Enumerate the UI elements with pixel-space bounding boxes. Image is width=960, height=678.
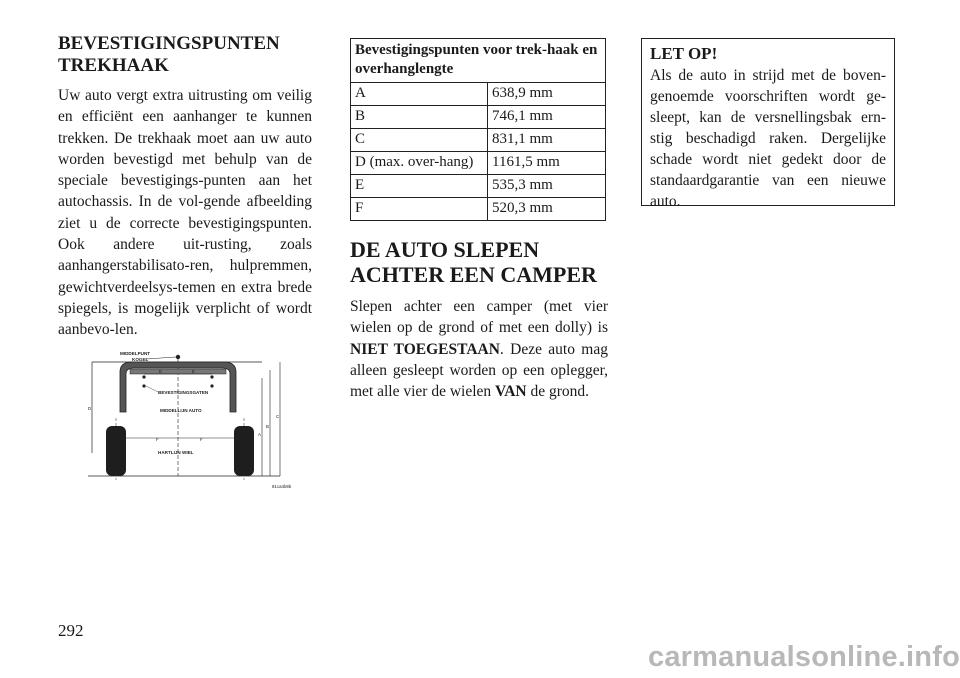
label-kogel: KOGEL bbox=[132, 357, 149, 362]
letter-c: C bbox=[276, 414, 280, 419]
letter-e-right: E bbox=[192, 369, 195, 374]
letter-d: D bbox=[88, 406, 92, 411]
figure-code: 81ca4b9b bbox=[272, 484, 292, 489]
emphasis-not-allowed: NIET TOEGESTAAN bbox=[350, 340, 500, 358]
table-cell-key: D (max. over-hang) bbox=[351, 152, 488, 175]
page-number: 292 bbox=[58, 621, 84, 640]
table-cell-value: 535,3 mm bbox=[488, 175, 606, 198]
hitch-diagram-svg bbox=[84, 348, 306, 490]
ball-center-point bbox=[176, 355, 180, 359]
table-cell-key: A bbox=[351, 83, 488, 106]
crossbar bbox=[130, 369, 226, 374]
table-cell-key: C bbox=[351, 129, 488, 152]
table-cell-value: 831,1 mm bbox=[488, 129, 606, 152]
letter-f-left: F bbox=[156, 437, 159, 442]
table-row bbox=[351, 152, 606, 175]
table-row bbox=[351, 175, 606, 198]
letter-b: B bbox=[266, 424, 269, 429]
table-row bbox=[351, 129, 606, 152]
section-towing-title-line-1: DE AUTO SLEPEN bbox=[350, 237, 540, 262]
table-cell-value: 1161,5 mm bbox=[488, 152, 606, 175]
label-bevestigingsgaten: BEVESTIGINGSGATEN bbox=[158, 390, 209, 395]
section-towing-title-line-2: ACHTER EEN CAMPER bbox=[350, 262, 597, 287]
emphasis-off: VAN bbox=[495, 383, 527, 401]
table-row bbox=[351, 198, 606, 221]
table-cell-key: E bbox=[351, 175, 488, 198]
letter-a: A bbox=[258, 432, 261, 437]
section-title-line-2: TREKHAAK bbox=[58, 55, 169, 76]
label-middelpunt: MIDDELPUNT bbox=[120, 351, 151, 356]
section-towing-title bbox=[350, 237, 608, 287]
letter-f-right: F bbox=[200, 437, 203, 442]
section-title bbox=[58, 33, 312, 77]
table-header-row bbox=[351, 39, 606, 83]
section-body: Uw auto vergt extra uitrusting om veilig en efficiënt een aanhanger te kunnen trekken. De trekhaak moet aan uw auto worden bevestigd met behulp van de speciale bevestigings-punten aan het autochassis. In de vol-gende afbeelding ziet u de correcte bevestigingspunten. Ook andere uit-rusting, zoals aanhangerstabilisato-ren, hulpremmen, gewichtverdeelsys-temen en extra brede spiegels, is mogelijk verplicht of wordt aanbevo-len. bbox=[58, 87, 312, 339]
caution-title: LET OP! bbox=[650, 44, 718, 63]
table-cell-key: B bbox=[351, 106, 488, 129]
table-row bbox=[351, 106, 606, 129]
column-middle bbox=[350, 38, 608, 402]
section-title-line-1: BEVESTIGINGSPUNTEN bbox=[58, 33, 280, 54]
table-cell-key: F bbox=[351, 198, 488, 221]
watermark: carmanualsonline.info bbox=[648, 641, 960, 673]
table-cell-value: 746,1 mm bbox=[488, 106, 606, 129]
caution-body: Als de auto in strijd met de boven-genoemde voorschriften wordt ge-sleept, kan de versnellingsbak ern-stig beschadigd raken. Dergelijke schade wordt niet gedekt door de standaardgarantie van een nieuwe auto. bbox=[650, 67, 886, 210]
table-cell-value: 520,3 mm bbox=[488, 198, 606, 221]
hitch-mounting-diagram bbox=[84, 348, 306, 490]
letter-e-left: E bbox=[159, 369, 162, 374]
caution-box bbox=[641, 38, 895, 210]
label-middellijn: MIDDELLIJN AUTO bbox=[160, 408, 202, 413]
label-hartlijn: HARTLIJN WIEL bbox=[158, 450, 194, 455]
table-cell-value: 638,9 mm bbox=[488, 83, 606, 106]
table-header: Bevestigingspunten voor trek-haak en overhanglengte bbox=[351, 39, 606, 83]
table-row bbox=[351, 83, 606, 106]
section-towing-body: Slepen achter een camper (met vier wielen op de grond of met een dolly) is NIET TOEGESTAAN. Deze auto mag alleen gesleept worden op een oplegger, met alle vier de wielen VAN de grond. bbox=[350, 298, 608, 401]
hitch-spec-table bbox=[350, 38, 606, 221]
section-tow-hitch-mounting bbox=[58, 33, 312, 341]
